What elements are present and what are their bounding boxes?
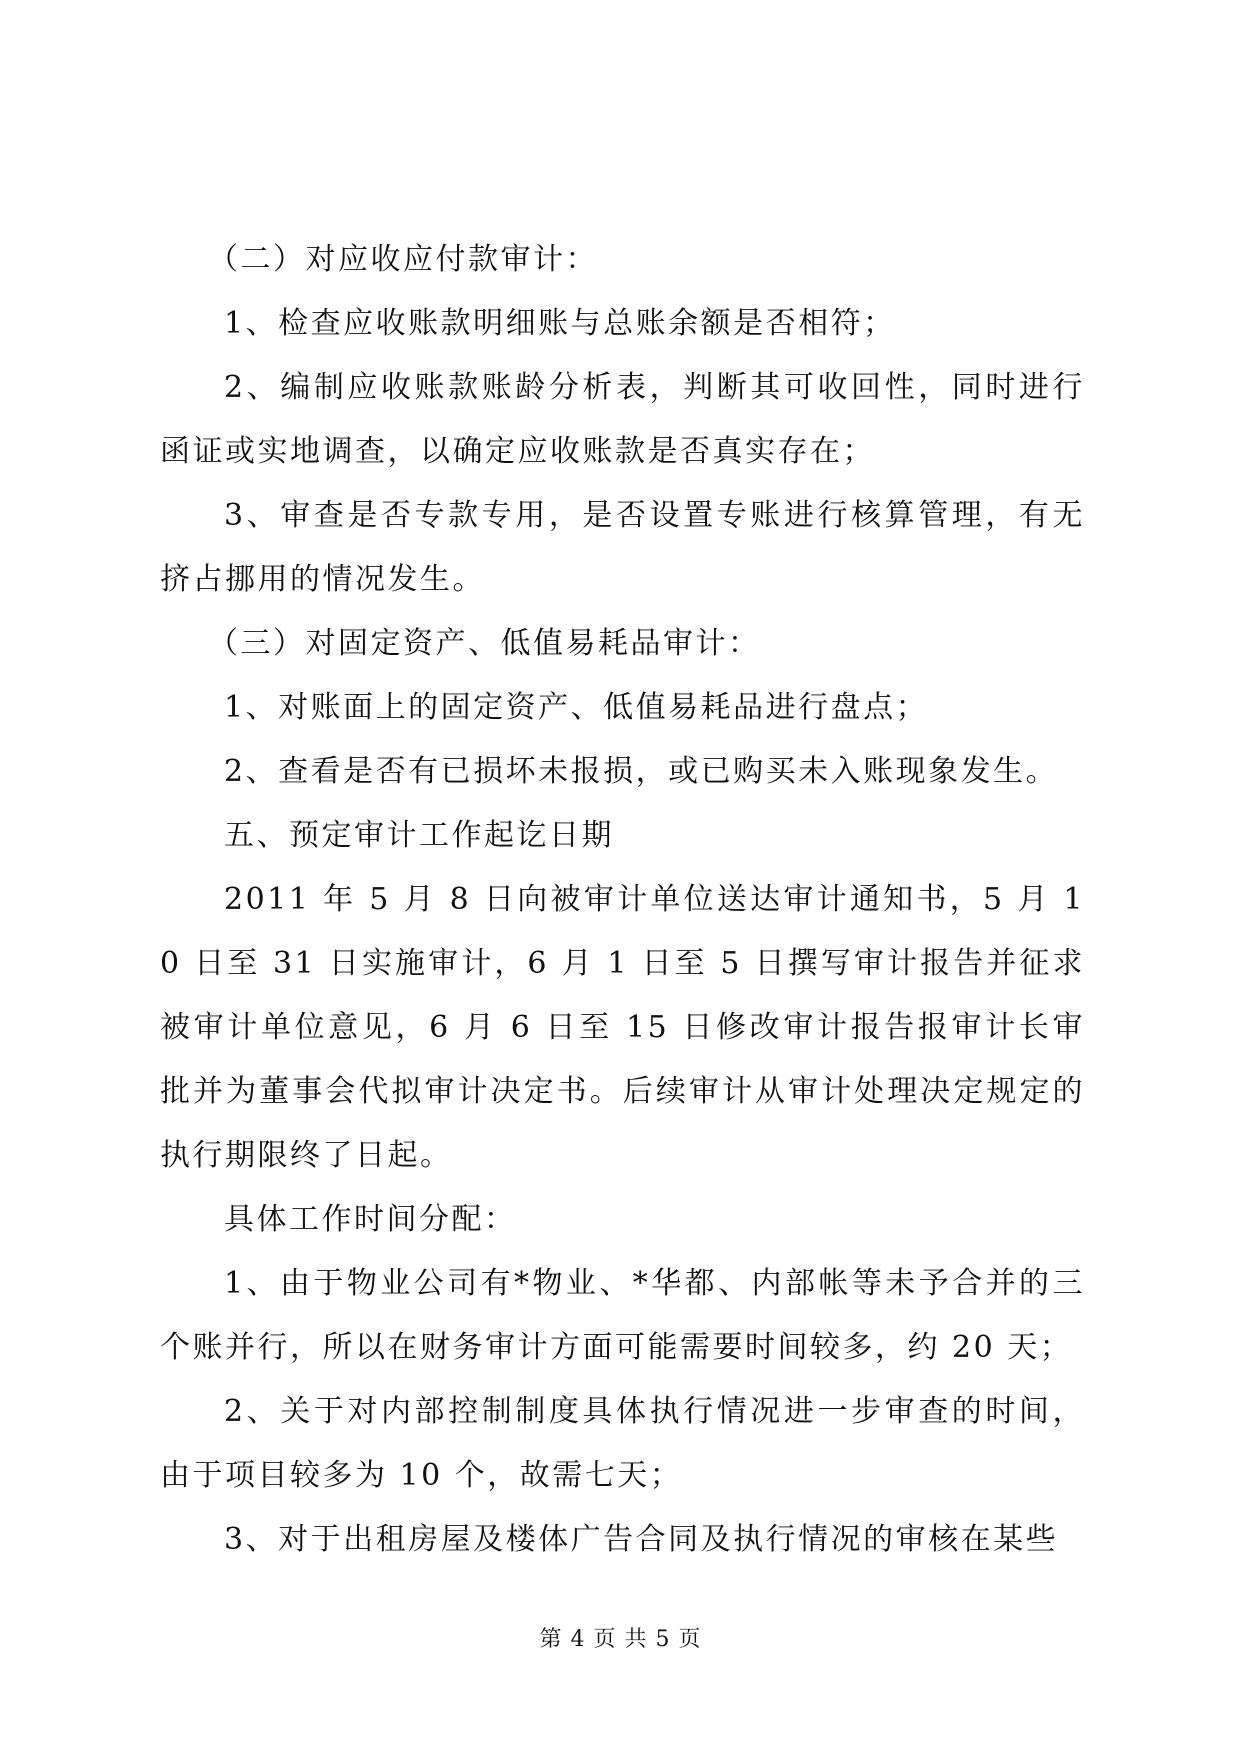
paragraph-item-2: 2、编制应收账款账龄分析表，判断其可收回性，同时进行函证或实地调查，以确定应收账款是否真实存在；	[160, 370, 1085, 469]
page-footer: 第 4 页 共 5 页	[539, 1627, 702, 1652]
paragraph-allocation-3: 3、对于出租房屋及楼体广告合同及执行情况的审核在某些	[224, 1522, 1059, 1557]
paragraph-item-5: 2、查看是否有已损坏未报损，或已购买未入账现象发生。	[224, 754, 1059, 789]
paragraph-time-allocation-heading: 具体工作时间分配：	[224, 1202, 517, 1237]
document-body	[160, 228, 1085, 1572]
paragraph-item-1: 1、检查应收账款明细账与总账余额是否相符；	[224, 306, 896, 341]
paragraph-item-4: 1、对账面上的固定资产、低值易耗品进行盘点；	[224, 690, 929, 725]
paragraph-item-3: 3、审查是否专款专用，是否设置专账进行核算管理，有无挤占挪用的情况发生。	[160, 498, 1085, 597]
paragraph-allocation-1: 1、由于物业公司有*物业、*华都、内部帐等未予合并的三个账并行，所以在财务审计方面可能需要时间较多，约 20 天；	[160, 1266, 1085, 1365]
paragraph-allocation-2: 2、关于对内部控制制度具体执行情况进一步审查的时间，由于项目较多为 10 个，故需七天；	[160, 1394, 1085, 1493]
paragraph-schedule-dates: 2011 年 5 月 8 日向被审计单位送达审计通知书，5 月 10 日至 31 日实施审计，6 月 1 日至 5 日撰写审计报告并征求被审计单位意见，6 月 6 日至 15 日修改审计报告报审计长审批并为董事会代拟审计决定书。后续审计从审计处理决定规定的执行期限终了日起。	[160, 882, 1085, 1173]
section-heading-fixed-assets: （三）对固定资产、低值易耗品审计：	[208, 626, 761, 661]
section-heading-schedule: 五、预定审计工作起讫日期	[224, 818, 614, 853]
section-heading-receivables: （二）对应收应付款审计：	[208, 242, 598, 277]
